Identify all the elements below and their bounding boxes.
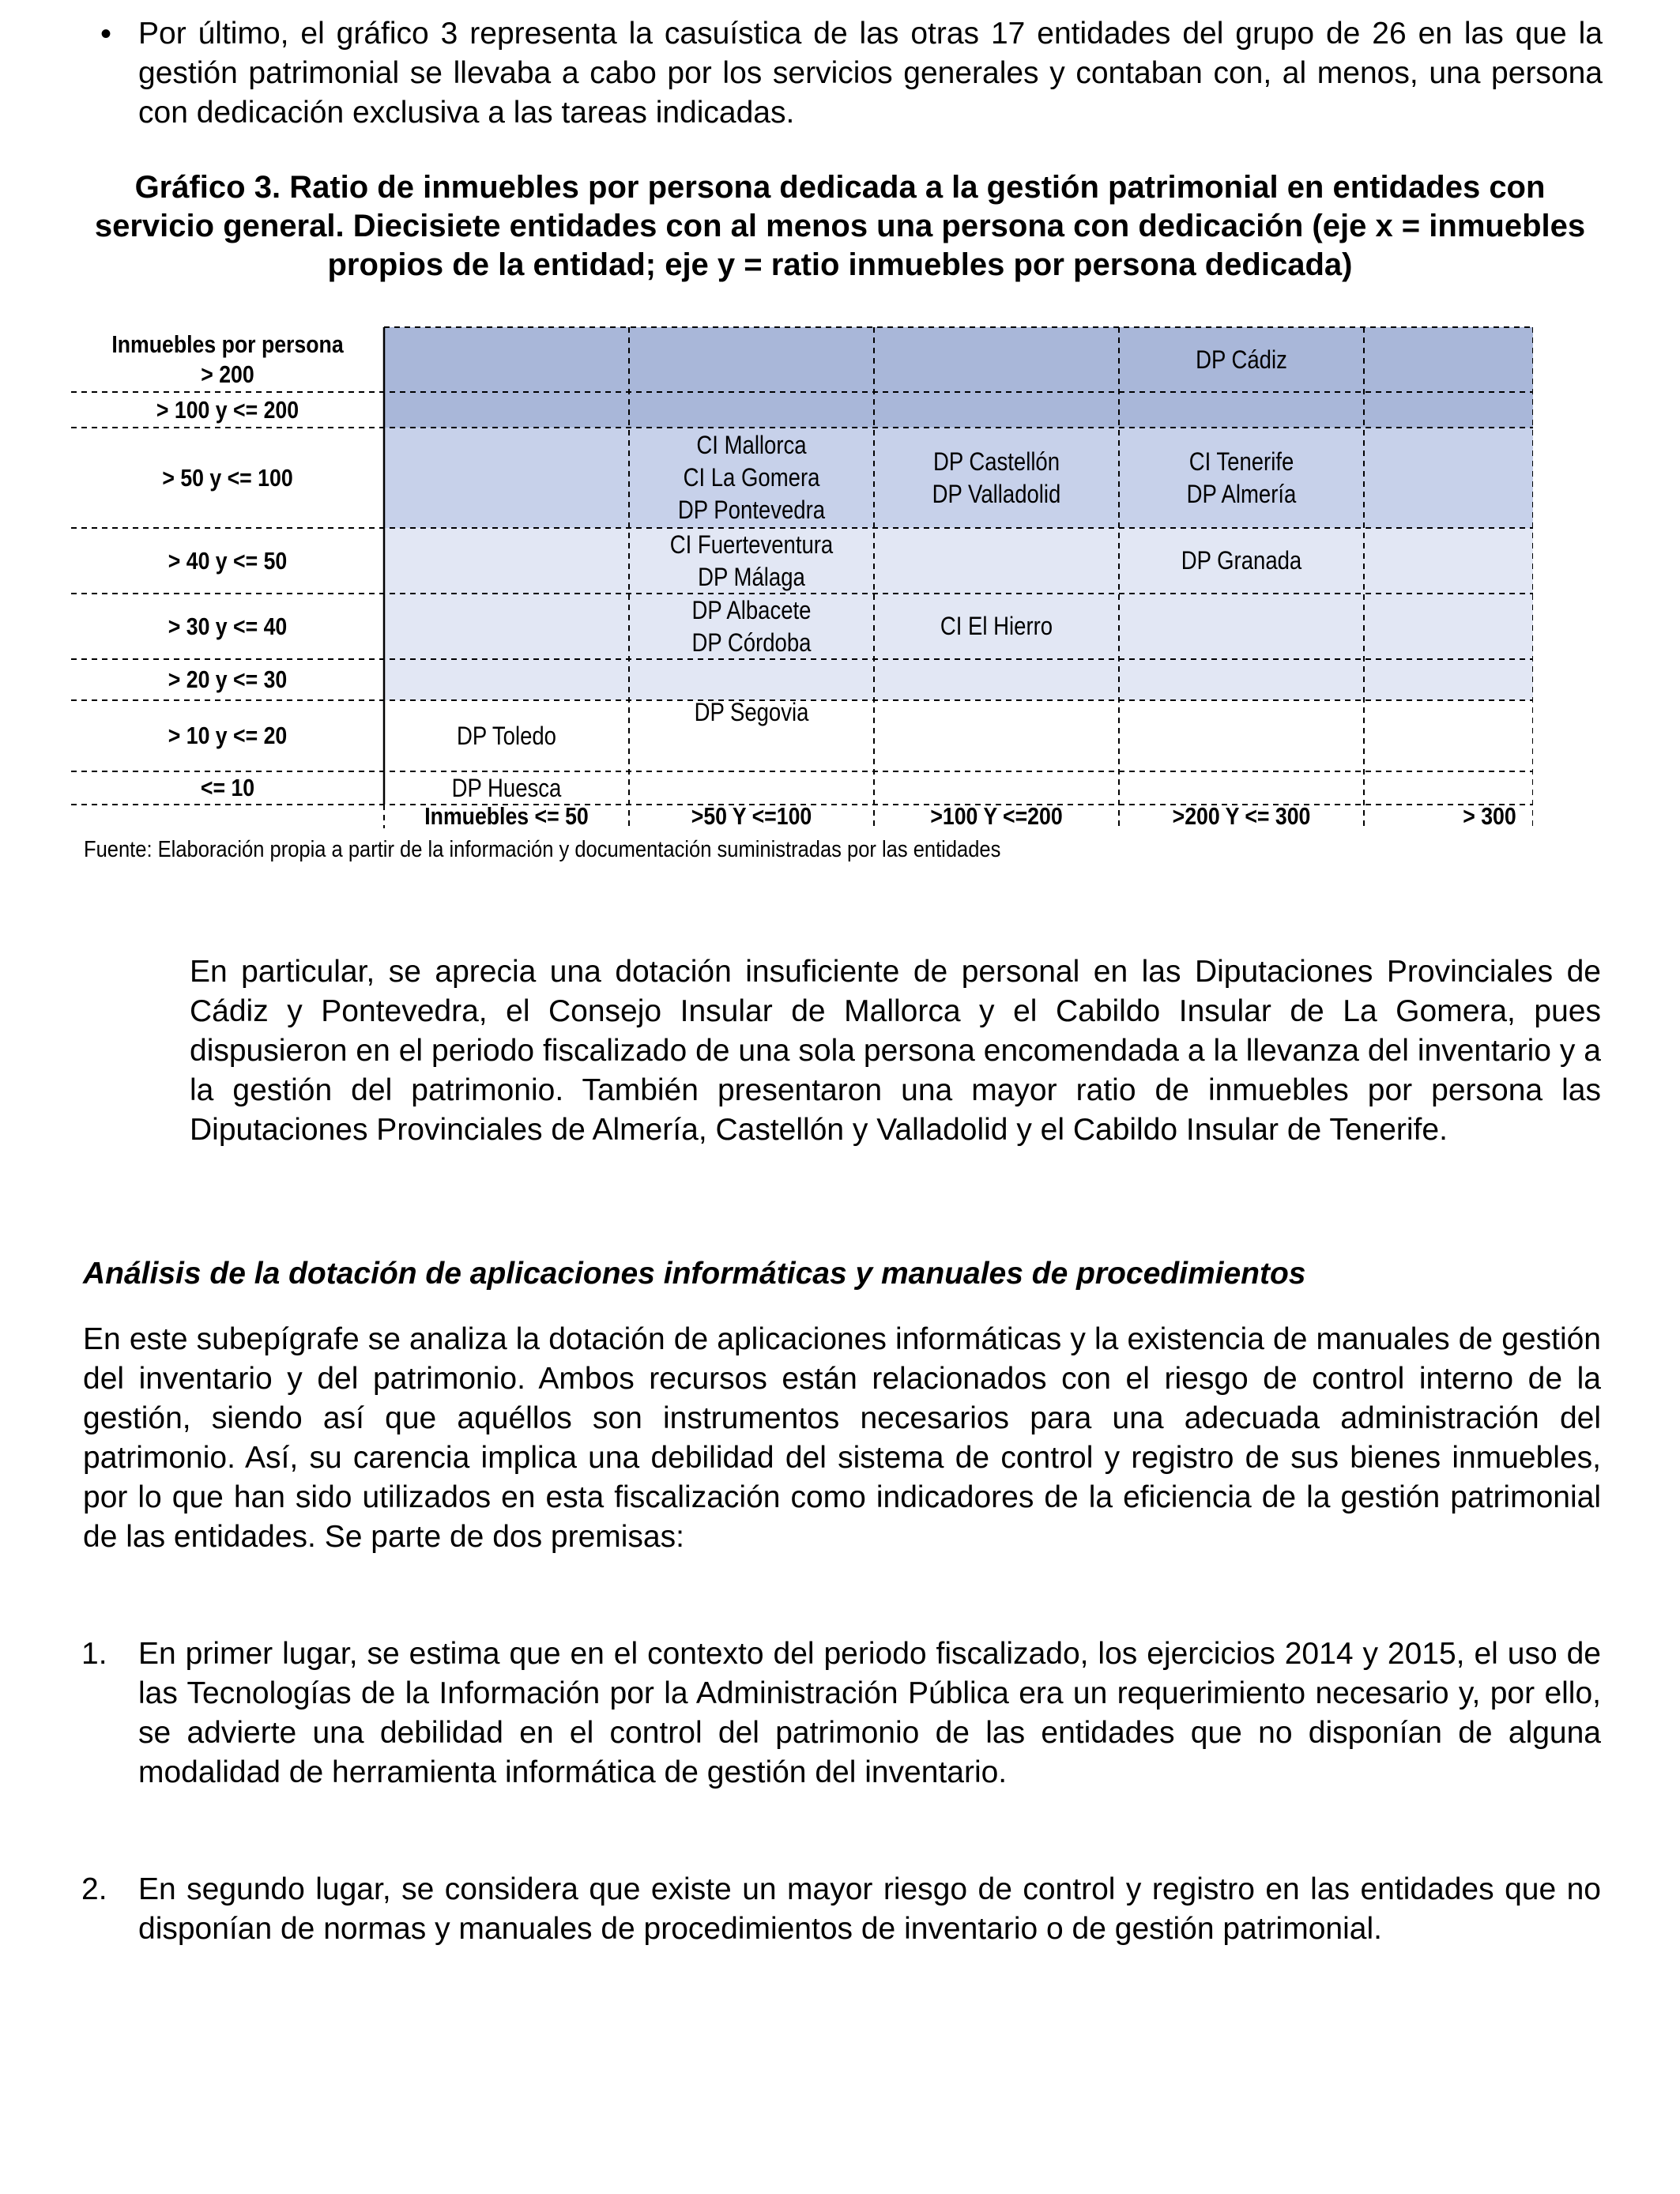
x-axis-label — [401, 802, 612, 830]
entity-cell — [646, 426, 857, 530]
chart-source: Fuente: Elaboración propia a partir de la información y documentación suministradas por las entidades — [84, 837, 1001, 862]
entity-cell — [1136, 528, 1347, 594]
x-axis-label-line: Inmuebles <= 50 — [424, 802, 589, 830]
list-item — [81, 1870, 1601, 1949]
x-axis-label-line: > 300 — [1463, 802, 1516, 830]
entity-cell-line: CI Tenerife — [1188, 447, 1294, 476]
row-label-line: > 200 — [201, 360, 254, 388]
band-row-0 — [384, 327, 1533, 392]
row-label-line: > 40 y <= 50 — [168, 546, 288, 575]
band-row-1 — [384, 392, 1533, 428]
entity-cell-line: CI Fuerteventura — [669, 530, 834, 559]
x-axis-label-line: >200 Y <= 300 — [1172, 802, 1311, 830]
entity-cell — [401, 771, 612, 805]
row-label-line: > 30 y <= 40 — [168, 612, 288, 640]
band-row-5 — [384, 659, 1533, 700]
entity-cell-line: DP Segovia — [694, 697, 809, 726]
entity-cell-line: DP Valladolid — [932, 479, 1061, 508]
paragraph-text: En particular, se aprecia una dotación insuficiente de personal en las Diputaciones Provinciales de Cádiz y Pontevedra, el Consejo Insular de Mallorca y el Cabildo Insular de La Gomera, pues dispusieron en el periodo fiscalizado de una sola persona encomendada a la llevanza del inventario y a la gestión del patrimonio. También presentaron una mayor ratio de inmuebles por persona las Diputaciones Provinciales de Almería, Castellón y Valladolid y el Cabildo Insular de Tenerife. — [190, 955, 1601, 1147]
row-label-line: > 20 y <= 30 — [168, 665, 288, 693]
matrix-chart — [71, 322, 1533, 862]
entity-cell-line: DP Castellón — [932, 447, 1060, 476]
entity-cell — [646, 528, 857, 594]
entity-cell-line: DP Córdoba — [691, 628, 812, 657]
paragraph-subepigrafe — [83, 1320, 1601, 1557]
row-label — [93, 528, 363, 594]
entity-cell-line: CI Mallorca — [696, 431, 807, 459]
row-label — [93, 700, 363, 771]
x-axis-label — [891, 802, 1102, 830]
bullet-marker: • — [100, 17, 112, 51]
section-heading: Análisis de la dotación de aplicaciones informáticas y manuales de procedimientos — [83, 1257, 1306, 1291]
paragraph-particular — [190, 952, 1601, 1150]
entity-cell — [1136, 327, 1347, 392]
entity-cell-line: DP Albacete — [691, 595, 812, 624]
entity-cell — [401, 700, 612, 771]
bullet-item — [100, 14, 1603, 133]
list-text: En segundo lugar, se considera que existe un mayor riesgo de control y registro en las entidades que no disponían de normas y manuales de procedimientos de inventario o de gestión patrimonial. — [138, 1872, 1601, 1946]
row-label-line: > 100 y <= 200 — [156, 395, 299, 424]
list-number: 2. — [81, 1872, 107, 1906]
entity-cell — [891, 594, 1102, 659]
list-number: 1. — [81, 1637, 107, 1671]
row-label — [93, 327, 363, 392]
row-label-line: > 50 y <= 100 — [162, 463, 293, 492]
entity-cell-line: CI El Hierro — [940, 612, 1053, 640]
row-label — [93, 428, 363, 528]
bullet-text: Por último, el gráfico 3 representa la casuística de las otras 17 entidades del grupo de 26 en las que la gestión patrimonial se llevaba a cabo por los servicios generales y contaban con, al menos, una persona con dedicación exclusiva a las tareas indicadas. — [138, 17, 1603, 130]
row-label-line: <= 10 — [200, 774, 255, 801]
x-axis-label — [1136, 802, 1347, 830]
entity-cell-line: CI La Gomera — [683, 463, 820, 492]
list-text: En primer lugar, se estima que en el contexto del periodo fiscalizado, los ejercicios 2014 y 2015, el uso de las Tecnologías de la Información por la Administración Pública era un requerimiento necesario y, por ello, se advierte una debilidad en el control del patrimonio de las entidades que no disponían de alguna modalidad de herramienta informática de gestión del inventario. — [138, 1637, 1601, 1789]
row-label-line: > 10 y <= 20 — [168, 722, 288, 749]
entity-cell — [891, 428, 1102, 528]
x-axis-label — [646, 802, 857, 830]
x-axis-label — [1425, 802, 1554, 830]
entity-cell-line: DP Toledo — [457, 721, 556, 750]
row-label — [93, 659, 363, 700]
row-label-line: Inmuebles por persona — [111, 330, 344, 358]
row-label — [93, 771, 363, 805]
paragraph-text: En este subepígrafe se analiza la dotación de aplicaciones informáticas y la existencia de manuales de gestión del inventario y del patrimonio. Ambos recursos están relacionados con el riesgo de control interno de la gestión, siendo así que aquéllos son instrumentos necesarios para una adecuada administración del patrimonio. Así, su carencia implica una debilidad del sistema de control y registro de sus bienes inmuebles, por lo que han sido utilizados en esta fiscalización como indicadores de la eficiencia de la gestión patrimonial de las entidades. Se parte de dos premisas: — [83, 1322, 1601, 1554]
x-axis-label-line: >100 Y <=200 — [930, 802, 1063, 830]
entity-cell-line: DP Cádiz — [1196, 345, 1287, 374]
list-item — [81, 1634, 1601, 1793]
entity-cell — [646, 594, 857, 659]
entity-cell-line: DP Málaga — [698, 562, 805, 591]
chart-caption: Gráfico 3. Ratio de inmuebles por persona dedicada a la gestión patrimonial en entidades con servicio general. Diecisiete entidades con al menos una persona con dedicación (eje x = inmuebles propios de la entidad; eje y = ratio inmuebles por persona dedicada) — [94, 170, 1586, 282]
row-label — [93, 594, 363, 659]
band-row-3 — [384, 528, 1533, 594]
row-label — [93, 392, 363, 428]
entity-cell-line: DP Granada — [1181, 546, 1302, 575]
entity-cell-line: DP Pontevedra — [677, 496, 826, 524]
entity-cell — [1136, 428, 1347, 528]
entity-cell-line: DP Huesca — [451, 773, 562, 802]
entity-cell-line: DP Almería — [1186, 479, 1297, 508]
entity-cell — [646, 692, 857, 732]
x-axis-label-line: >50 Y <=100 — [691, 802, 812, 830]
